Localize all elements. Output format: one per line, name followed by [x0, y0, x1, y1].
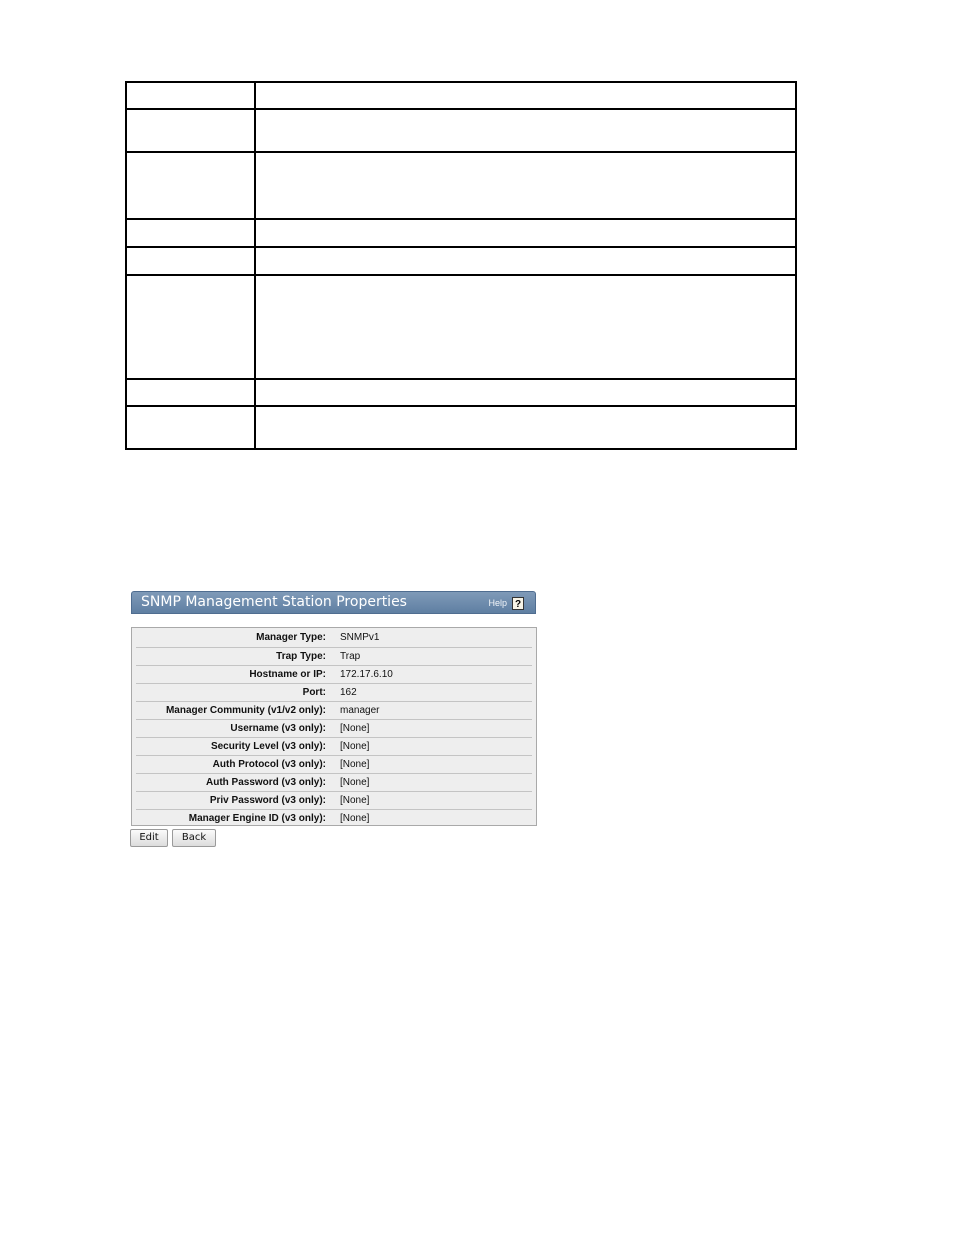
property-label: Port:	[136, 683, 338, 701]
document-table-row	[126, 406, 796, 449]
document-table-row	[126, 379, 796, 406]
property-row-security-level	[136, 737, 532, 755]
document-table-cell	[126, 379, 255, 406]
panel-title: SNMP Management Station Properties	[141, 594, 407, 610]
back-button[interactable]: Back	[172, 829, 216, 847]
property-value: 162	[338, 683, 532, 701]
property-value: SNMPv1	[338, 629, 532, 647]
document-table-cell	[255, 219, 796, 247]
document-table-row	[126, 82, 796, 109]
property-label: Manager Community (v1/v2 only):	[136, 701, 338, 719]
property-value: [None]	[338, 755, 532, 773]
document-table-cell	[126, 152, 255, 219]
document-table-cell	[255, 152, 796, 219]
property-row-trap-type	[136, 647, 532, 665]
document-table-cell	[255, 379, 796, 406]
help-label[interactable]: Help	[488, 598, 507, 608]
help-link[interactable]	[488, 595, 524, 611]
document-table-cell	[255, 82, 796, 109]
document-table-row	[126, 275, 796, 379]
document-table-cell	[255, 109, 796, 152]
document-table-cell	[126, 109, 255, 152]
document-table-cell	[255, 406, 796, 449]
property-label: Priv Password (v3 only):	[136, 791, 338, 809]
properties-table	[136, 629, 532, 827]
property-row-priv-password	[136, 791, 532, 809]
property-row-port	[136, 683, 532, 701]
property-value: 172.17.6.10	[338, 665, 532, 683]
document-table-row	[126, 219, 796, 247]
document-table-row	[126, 152, 796, 219]
document-table-cell	[126, 275, 255, 379]
panel-header	[131, 591, 536, 614]
property-row-auth-password	[136, 773, 532, 791]
property-label: Manager Type:	[136, 629, 338, 647]
property-value: [None]	[338, 737, 532, 755]
property-label: Trap Type:	[136, 647, 338, 665]
property-row-manager-type	[136, 629, 532, 647]
document-table-row	[126, 247, 796, 275]
property-row-hostname	[136, 665, 532, 683]
document-table-cell	[126, 406, 255, 449]
property-row-manager-community	[136, 701, 532, 719]
property-label: Security Level (v3 only):	[136, 737, 338, 755]
document-table	[125, 81, 797, 450]
properties-box	[131, 627, 537, 826]
property-label: Hostname or IP:	[136, 665, 338, 683]
help-question-icon[interactable]: ?	[512, 597, 524, 610]
button-row	[130, 829, 216, 847]
property-row-auth-protocol	[136, 755, 532, 773]
property-label: Username (v3 only):	[136, 719, 338, 737]
property-row-username	[136, 719, 532, 737]
document-table-cell	[255, 275, 796, 379]
property-label: Auth Protocol (v3 only):	[136, 755, 338, 773]
property-value: Trap	[338, 647, 532, 665]
property-value: manager	[338, 701, 532, 719]
property-value: [None]	[340, 812, 370, 824]
document-table-cell	[126, 219, 255, 247]
document-table-row	[126, 109, 796, 152]
property-row-manager-engine-id	[136, 809, 532, 827]
property-label: Auth Password (v3 only):	[136, 773, 338, 791]
property-value: [None]	[338, 773, 532, 791]
edit-button[interactable]: Edit	[130, 829, 168, 847]
property-label: Manager Engine ID (v3 only):	[188, 812, 326, 824]
document-table-cell	[126, 247, 255, 275]
property-value: [None]	[338, 719, 532, 737]
document-table-cell	[255, 247, 796, 275]
document-table-cell	[126, 82, 255, 109]
property-value: [None]	[338, 791, 532, 809]
